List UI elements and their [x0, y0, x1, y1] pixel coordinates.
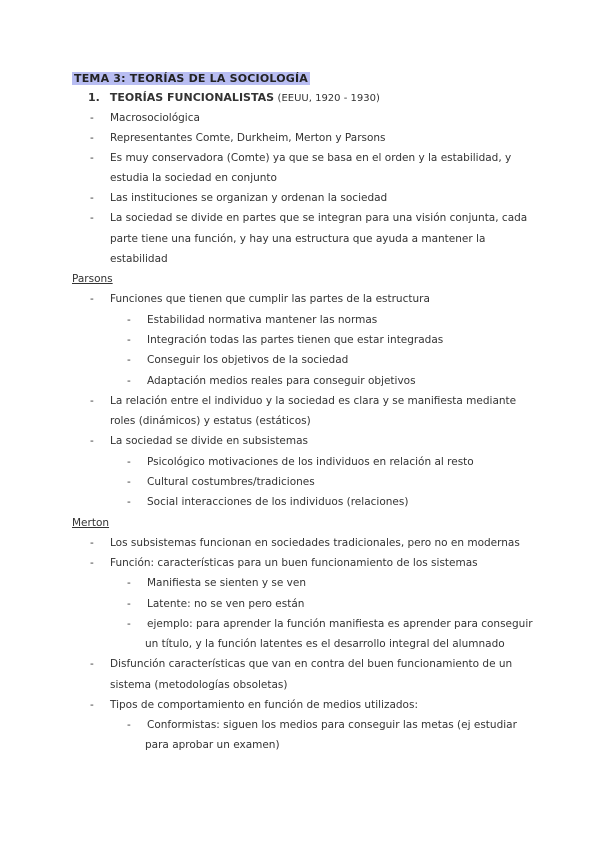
list-item: - Disfunción características que van en contra del buen funcionamiento de un	[90, 658, 513, 670]
list-item-continuation: estabilidad	[110, 253, 168, 265]
section-merton-heading: Merton	[72, 517, 110, 529]
sub-list-item: - Manifiesta se sienten y se ven	[127, 577, 306, 589]
list-item-continuation: roles (dinámicos) y estatus (estáticos)	[110, 415, 311, 427]
sub-list-item: - Conseguir los objetivos de la sociedad	[127, 354, 349, 366]
heading-subtitle: (EEUU, 1920 - 1930)	[277, 93, 380, 104]
sub-list-item: - ejemplo: para aprender la función manifiesta es aprender para conseguir	[127, 618, 533, 630]
list-item: - Funciones que tienen que cumplir las partes de la estructura	[90, 293, 430, 305]
sub-list-item: - Cultural costumbres/tradiciones	[127, 476, 315, 488]
sub-list-item: - Conformistas: siguen los medios para conseguir las metas (ej estudiar	[127, 719, 517, 731]
list-item-continuation: sistema (metodologías obsoletas)	[110, 679, 288, 691]
sub-list-item: - Adaptación medios reales para conseguir objetivos	[127, 375, 416, 387]
sub-list-item-continuation: un título, y la función latentes es el desarrollo integral del alumnado	[145, 638, 505, 650]
sub-list-item: - Social interacciones de los individuos (relaciones)	[127, 496, 409, 508]
list-item: - Representantes Comte, Durkheim, Merton y Parsons	[90, 132, 386, 144]
list-item: - La sociedad se divide en partes que se integran para una visión conjunta, cada	[90, 212, 528, 224]
sub-list-item: - Integración todas las partes tienen que estar integradas	[127, 334, 444, 346]
sub-list-item: - Estabilidad normativa mantener las normas	[127, 314, 378, 326]
heading-name: TEORÍAS FUNCIONALISTAS	[109, 91, 275, 104]
section-heading-1	[88, 91, 380, 104]
list-item: - Macrosociológica	[90, 112, 200, 124]
list-item: - Tipos de comportamiento en función de medios utilizados:	[90, 699, 418, 711]
sub-list-item-continuation: para aprobar un examen)	[145, 739, 280, 751]
sub-list-item: - Psicológico motivaciones de los individuos en relación al resto	[127, 456, 474, 468]
list-item-continuation: parte tiene una función, y hay una estructura que ayuda a mantener la	[110, 233, 486, 245]
list-item: - Los subsistemas funcionan en sociedades tradicionales, pero no en modernas	[90, 537, 520, 549]
sub-list-item: - Latente: no se ven pero están	[127, 598, 305, 610]
list-item: - Función: características para un buen funcionamiento de los sistemas	[90, 557, 478, 569]
list-item: - Las instituciones se organizan y ordenan la sociedad	[90, 192, 388, 204]
section-parsons-heading: Parsons	[72, 273, 113, 285]
list-item: - Es muy conservadora (Comte) ya que se basa en el orden y la estabilidad, y	[90, 152, 512, 164]
list-item: - La relación entre el individuo y la sociedad es clara y se manifiesta mediante	[90, 395, 517, 407]
heading-number: 1.	[88, 91, 100, 104]
list-item-continuation: estudia la sociedad en conjunto	[110, 172, 277, 184]
page-title: TEMA 3: TEORÍAS DE LA SOCIOLOGÍA	[74, 72, 309, 85]
list-item: - La sociedad se divide en subsistemas	[90, 435, 309, 447]
